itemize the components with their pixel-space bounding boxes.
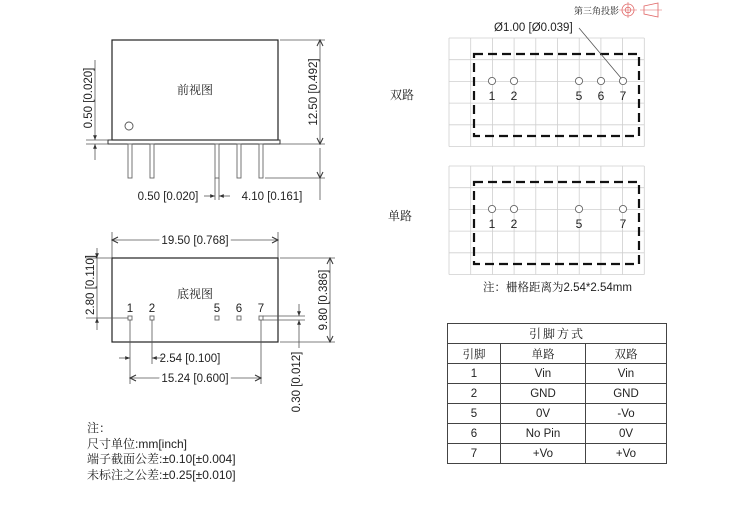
dim-pin-thickness-text: 0.30 [0.012] (291, 351, 303, 413)
table-cell: GND (586, 384, 667, 404)
footprint-pin-label: 6 (597, 89, 605, 103)
projection-label: 第三角投影 (574, 6, 620, 16)
pin-hole (619, 77, 626, 84)
pin-label: 5 (213, 303, 221, 315)
pin-table-header-row (448, 344, 667, 364)
projection-symbol (574, 2, 662, 18)
notes-terminal-tolerance: 端子截面公差:±0.10[±0.004] (87, 452, 236, 466)
table-cell: 1 (448, 364, 501, 384)
table-cell: 2 (448, 384, 501, 404)
pin-label: 7 (257, 303, 265, 315)
pin-label: 6 (235, 303, 243, 315)
dim-span-text: 15.24 [0.600] (161, 373, 229, 385)
notes-general-tolerance: 未标注之公差:±0.25[±0.010] (87, 467, 236, 482)
pin-label: 1 (126, 303, 134, 315)
orientation-dot (125, 122, 133, 130)
hole-label: Ø1.00 [Ø0.039] (494, 22, 573, 34)
pin-hole (575, 205, 582, 212)
table-row (448, 424, 667, 444)
footprint-pin-label: 1 (488, 217, 496, 231)
table-cell: Vin (501, 364, 586, 384)
footprint-pin-label: 2 (510, 89, 518, 103)
table-row (448, 444, 667, 464)
pin-hole (575, 77, 582, 84)
table-cell: 0V (586, 424, 667, 444)
pin-hole (510, 205, 517, 212)
pin-table-title-row (448, 324, 667, 344)
notes (87, 421, 236, 483)
pin-hole (488, 77, 495, 84)
third-angle-projection-icon (619, 2, 662, 18)
grid-note: 注：栅格距离为2.54*2.54mm (483, 282, 632, 294)
dim-width-text: 19.50 [0.768] (161, 235, 229, 247)
outline-dual (474, 54, 639, 136)
front-view (83, 40, 325, 203)
dim-width (112, 232, 278, 258)
dim-pin-thickness (263, 304, 305, 412)
table-row (448, 384, 667, 404)
footprint-pin-label: 2 (510, 217, 518, 231)
table-cell: No Pin (501, 424, 586, 444)
pin-label: 2 (148, 303, 156, 315)
dim-gap-text: 0.50 [0.020] (83, 67, 95, 129)
dim-depth-text: 9.80 [0.386] (318, 269, 330, 331)
table-cell: +Vo (501, 444, 586, 464)
dim-height (280, 40, 325, 144)
dual-label: 双路 (390, 88, 415, 102)
footprint-single (388, 166, 644, 294)
dim-gap (83, 60, 108, 160)
table-cell: GND (501, 384, 586, 404)
pin-hole (488, 205, 495, 212)
bottom-view-label: 底视图 (176, 287, 214, 301)
dim-pin-length (242, 148, 325, 203)
table-cell: 6 (448, 424, 501, 444)
footprint-pin-label: 5 (575, 217, 583, 231)
pin-table-title: 引脚方式 (448, 324, 667, 344)
pin-hole (619, 205, 626, 212)
pin-table-header: 引脚 (448, 344, 501, 364)
front-view-label: 前视图 (176, 83, 214, 97)
front-view-base-strip (108, 140, 280, 144)
footprint-pin-label: 7 (619, 89, 627, 103)
pin-hole (510, 77, 517, 84)
dim-pin-space-text: 0.50 [0.020] (137, 191, 199, 203)
table-row (448, 364, 667, 384)
pin-table (447, 323, 667, 464)
table-cell: Vin (586, 364, 667, 384)
dim-pitch-text: 2.54 [0.100] (159, 353, 221, 365)
notes-unit: 尺寸单位:mm[inch] (87, 436, 188, 451)
dim-pin-space (138, 178, 230, 203)
table-cell: 5 (448, 404, 501, 424)
front-view-pins (128, 144, 263, 178)
pin-table-header: 单路 (501, 344, 586, 364)
footprint-dual (390, 22, 644, 147)
dim-pin-offset-text: 2.80 [0.110] (85, 255, 97, 315)
table-row (448, 404, 667, 424)
notes-heading: 注： (87, 421, 112, 435)
dim-height-text: 12.50 [0.492] (308, 58, 320, 126)
table-cell: 0V (501, 404, 586, 424)
pin-table-header: 双路 (586, 344, 667, 364)
single-label: 单路 (388, 209, 413, 223)
outline-single (474, 182, 639, 264)
table-cell: -Vo (586, 404, 667, 424)
table-cell: 7 (448, 444, 501, 464)
bottom-view (85, 232, 335, 412)
dim-depth (280, 258, 335, 342)
pin-hole (597, 77, 604, 84)
footprint-pin-label: 5 (575, 89, 583, 103)
table-cell: +Vo (586, 444, 667, 464)
footprint-pin-label: 1 (488, 89, 496, 103)
footprint-pin-label: 7 (619, 217, 627, 231)
dim-pin-length-text: 4.10 [0.161] (241, 191, 303, 203)
